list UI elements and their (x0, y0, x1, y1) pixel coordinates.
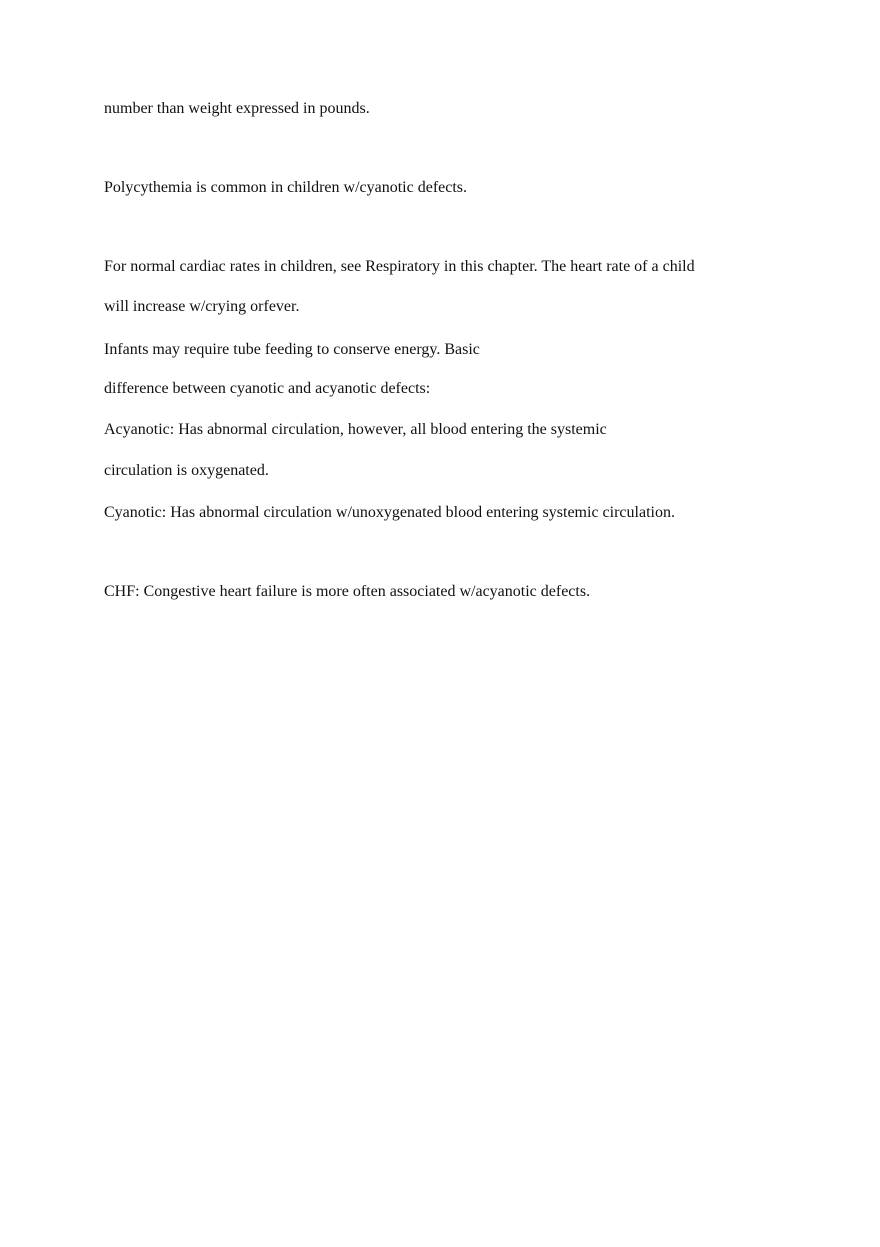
text-line: difference between cyanotic and acyanotic defects: (104, 380, 431, 397)
text-line: number than weight expressed in pounds. (104, 100, 370, 117)
text-line: Infants may require tube feeding to conserve energy. Basic (104, 341, 480, 358)
text-line: Polycythemia is common in children w/cyanotic defects. (104, 179, 468, 196)
text-line: Cyanotic: Has abnormal circulation w/unoxygenated blood entering systemic circulation. (104, 504, 675, 521)
text-line: circulation is oxygenated. (104, 462, 269, 479)
text-line: For normal cardiac rates in children, see Respiratory in this chapter. The heart rate of a child (104, 258, 695, 275)
text-line: CHF: Congestive heart failure is more often associated w/acyanotic defects. (104, 583, 591, 600)
text-line: Acyanotic: Has abnormal circulation, however, all blood entering the systemic (104, 421, 607, 438)
text-line: will increase w/crying orfever. (104, 298, 300, 315)
